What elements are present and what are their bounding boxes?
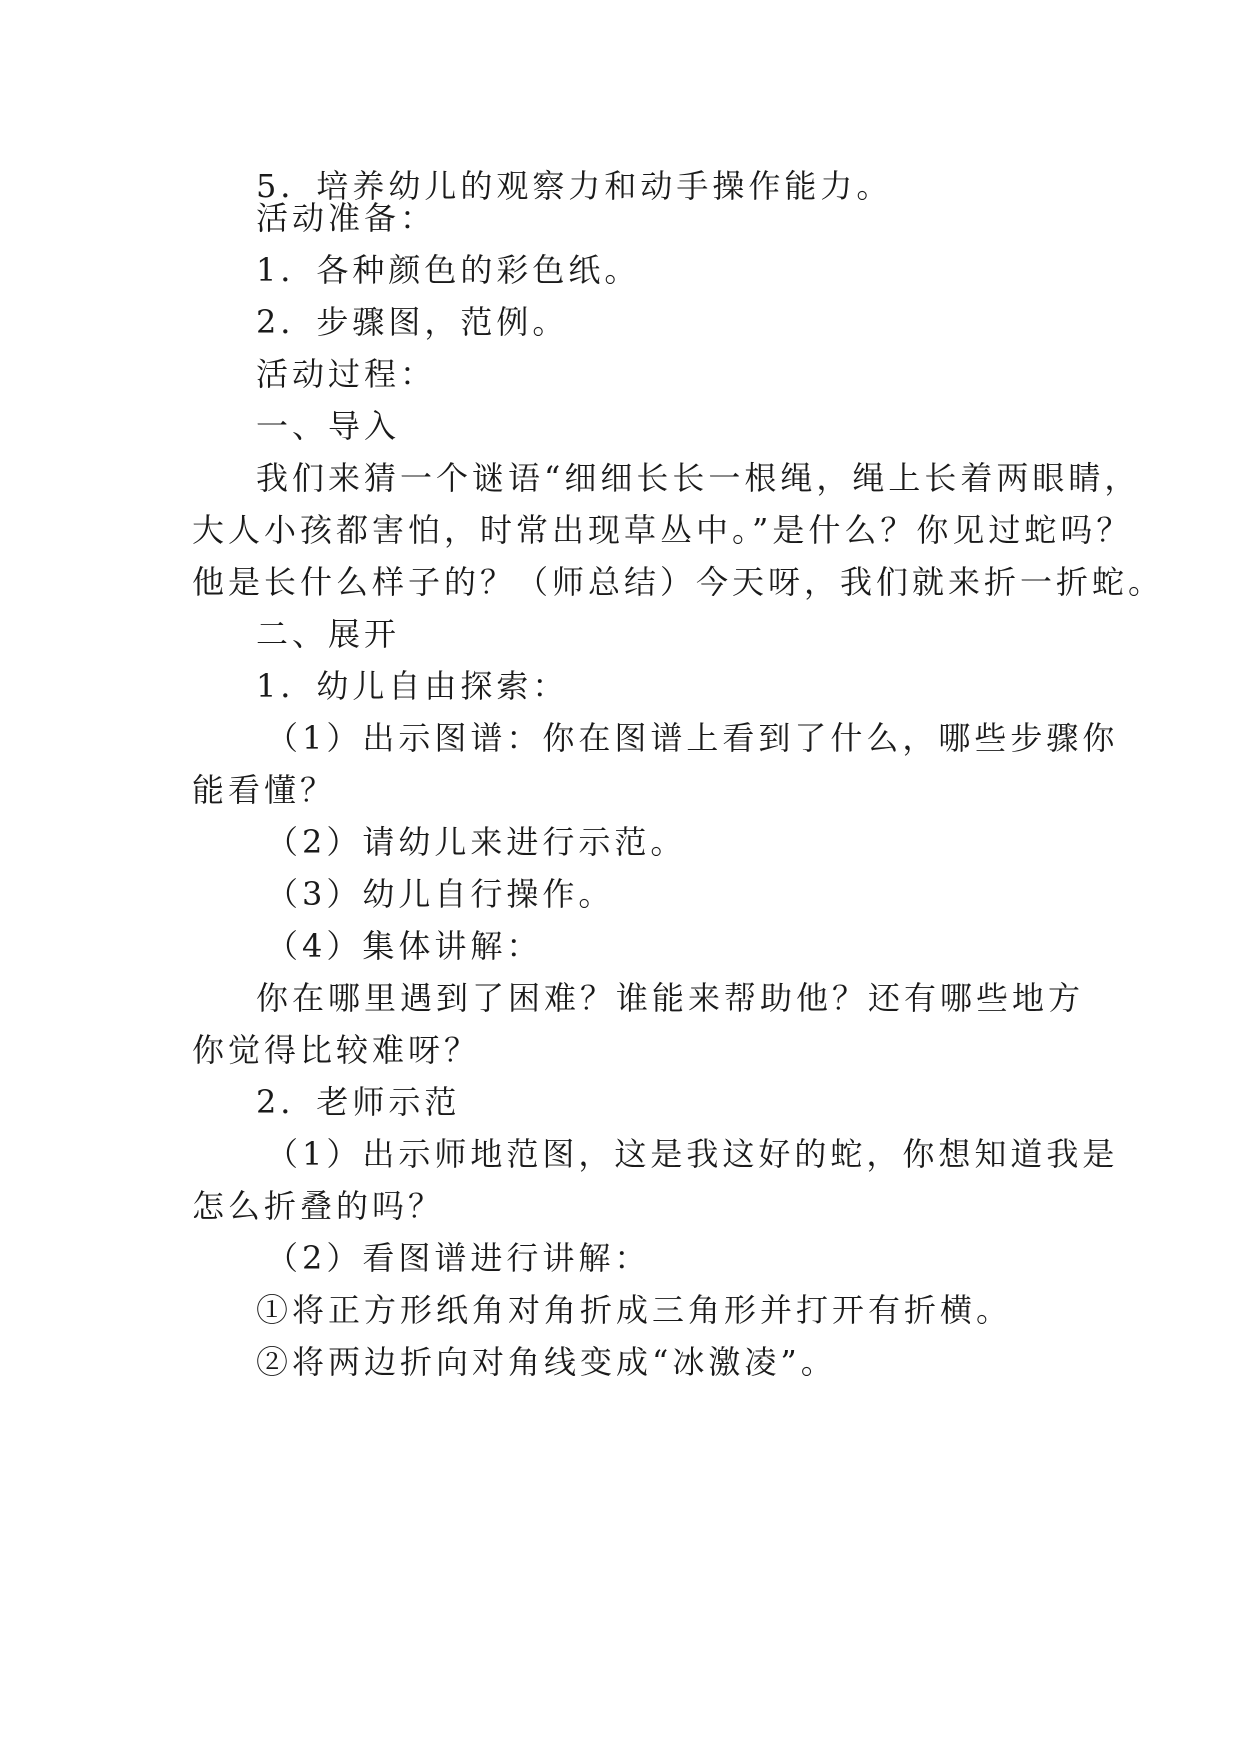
text-line: 5．培养幼儿的观察力和动手操作能力。 (256, 167, 893, 205)
text-line: 2．步骤图，范例。 (256, 303, 569, 341)
section-heading: 一、导入 (256, 407, 401, 445)
text-line: （4）集体讲解： (266, 927, 543, 965)
text-line: （2）请幼儿来进行示范。 (266, 823, 687, 861)
text-line: ②将两边折向对角线变成“冰激凌”。 (256, 1343, 837, 1381)
text-line: 他是长什么样子的？（师总结）今天呀，我们就来折一折蛇。 (192, 563, 1165, 601)
text-line: 1．各种颜色的彩色纸。 (256, 251, 641, 289)
text-line: 大人小孩都害怕，时常出现草丛中。”是什么？你见过蛇吗？ (192, 511, 1133, 549)
text-line: （1）出示图谱：你在图谱上看到了什么，哪些步骤你 (266, 719, 1119, 757)
text-line: 能看懂？ (192, 771, 337, 809)
text-line: 怎么折叠的吗？ (192, 1187, 445, 1225)
text-line: （1）出示师地范图，这是我这好的蛇，你想知道我是 (266, 1135, 1119, 1173)
text-line: 我们来猜一个谜语“细细长长一根绳，绳上长着两眼睛， (256, 459, 1141, 497)
text-line: 你觉得比较难呀？ (192, 1031, 481, 1069)
text-line: 2．老师示范 (256, 1083, 461, 1121)
text-line: ①将正方形纸角对角折成三角形并打开有折横。 (256, 1291, 1013, 1329)
section-heading: 活动准备： (256, 199, 437, 237)
text-line: （3）幼儿自行操作。 (266, 875, 615, 913)
text-line: 你在哪里遇到了困难？谁能来帮助他？还有哪些地方 (256, 979, 1085, 1017)
section-heading: 活动过程： (256, 355, 437, 393)
section-heading: 二、展开 (256, 615, 401, 653)
text-line: 1．幼儿自由探索： (256, 667, 569, 705)
text-line: （2）看图谱进行讲解： (266, 1239, 651, 1277)
